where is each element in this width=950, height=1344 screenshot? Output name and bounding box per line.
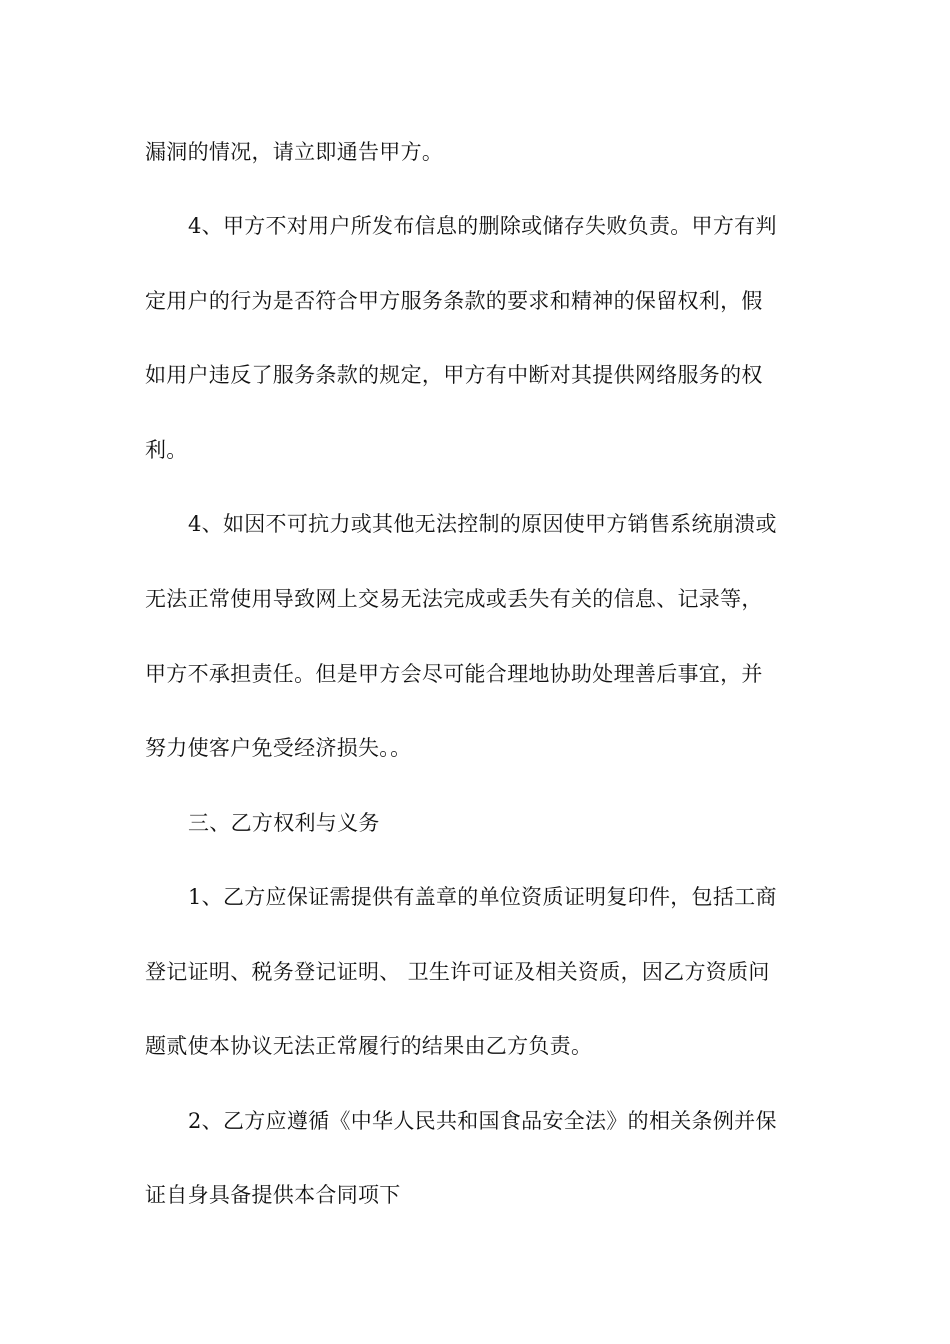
paragraph-line: 登记证明、税务登记证明、 卫生许可证及相关资质，因乙方资质问	[145, 960, 770, 984]
paragraph-line: 努力使客户免受经济损失。。	[145, 736, 412, 760]
paragraph-line: 证自身具备提供本合同项下	[145, 1183, 401, 1207]
paragraph-line: 4、甲方不对用户所发布信息的删除或储存失败负责。甲方有判	[188, 214, 777, 238]
paragraph-line: 无法正常使用导致网上交易无法完成或丢失有关的信息、记录等，	[145, 587, 763, 611]
paragraph-line: 甲方不承担责任。但是甲方会尽可能合理地协助处理善后事宜，并	[145, 662, 763, 686]
paragraph-line: 1、乙方应保证需提供有盖章的单位资质证明复印件，包括工商	[188, 885, 777, 909]
paragraph-line: 利。	[145, 438, 188, 462]
paragraph-line: 4、如因不可抗力或其他无法控制的原因使甲方销售系统崩溃或	[188, 512, 777, 536]
section-heading: 三、乙方权利与义务	[188, 811, 380, 835]
paragraph-line: 如用户违反了服务条款的规定，甲方有中断对其提供网络服务的权	[145, 363, 763, 387]
paragraph-line: 定用户的行为是否符合甲方服务条款的要求和精神的保留权利，假	[145, 289, 763, 313]
paragraph-line: 2、乙方应遵循《中华人民共和国食品安全法》的相关条例并保	[188, 1109, 777, 1133]
paragraph-line: 漏洞的情况，请立即通告甲方。	[145, 140, 444, 164]
paragraph-line: 题贰使本协议无法正常履行的结果由乙方负责。	[145, 1034, 593, 1058]
